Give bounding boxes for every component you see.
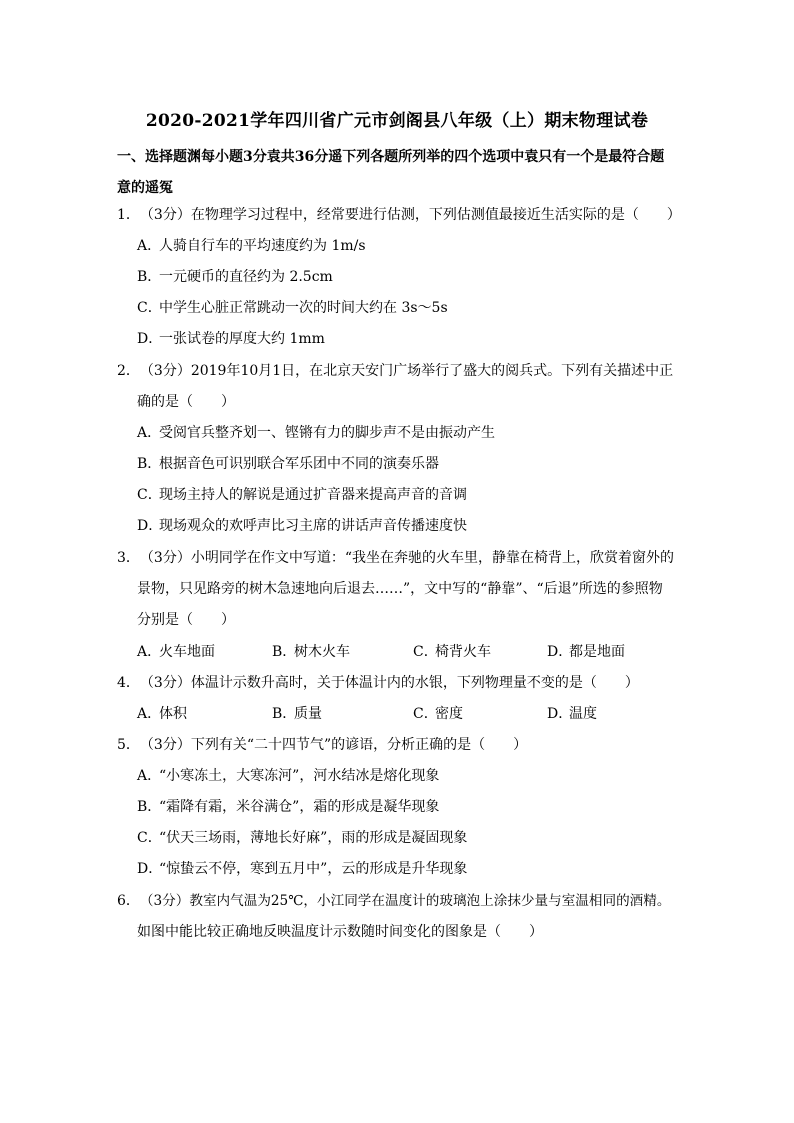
- option-1a: [137, 231, 366, 262]
- question-stem: [117, 200, 717, 231]
- option-letter: D．: [137, 518, 163, 534]
- option-2a: [137, 418, 495, 449]
- option-1d: [137, 324, 325, 355]
- question-number: 5．: [117, 737, 140, 753]
- question-stem-line: 确的是（ ）: [137, 394, 235, 410]
- question-stem: [117, 886, 697, 917]
- option-letter: C．: [137, 487, 162, 503]
- question-stem-line: （3分）2019年10月1日，在北京天安门广场举行了盛大的阅兵式。下列有关描述中正: [139, 363, 674, 379]
- option-letter: A．: [137, 425, 162, 441]
- option-text: 根据音色可识别联合军乐团中不同的演奏乐器: [159, 456, 439, 472]
- option-letter: B．: [272, 644, 297, 660]
- question-stem-line: （3分）下列有关“二十四节气”的谚语，分析正确的是（ ）: [139, 737, 528, 753]
- option-text: 质量: [294, 706, 322, 722]
- option-text: “霜降有霜，米谷满仓”，霜的形成是凝华现象: [159, 799, 440, 815]
- question-number: 1．: [117, 207, 140, 223]
- option-text: 温度: [569, 706, 597, 722]
- option-1b: [137, 262, 333, 293]
- option-letter: A．: [137, 706, 162, 722]
- question-stem: [117, 356, 717, 387]
- option-letter: C．: [413, 644, 438, 660]
- option-text: 火车地面: [159, 644, 215, 660]
- option-letter: B．: [137, 799, 162, 815]
- option-letter: B．: [137, 269, 162, 285]
- option-4c: [413, 699, 463, 730]
- option-letter: D．: [137, 331, 163, 347]
- option-5b: [137, 792, 439, 823]
- option-text: 都是地面: [569, 644, 625, 660]
- question-5: [117, 730, 717, 761]
- option-text: 密度: [435, 706, 463, 722]
- option-letter: B．: [272, 706, 297, 722]
- question-stem: [117, 730, 717, 761]
- page-title: 2020-2021学年四川省广元市剑阁县八年级（上）期末物理试卷: [145, 111, 649, 131]
- option-3c: [413, 637, 491, 668]
- option-2c: [137, 480, 467, 511]
- option-text: 体积: [159, 706, 187, 722]
- option-letter: A．: [137, 238, 162, 254]
- option-letter: A．: [137, 768, 162, 784]
- option-text: 一张试卷的厚度大约 1mm: [159, 331, 325, 347]
- option-text: 中学生心脏正常跳动一次的时间大约在 3s～5s: [159, 300, 448, 316]
- question-stem-line: 如图中能比较正确地反映温度计示数随时间变化的图象是（ ）: [137, 924, 543, 940]
- question-stem-line: （3分）教室内气温为25℃，小江同学在温度计的玻璃泡上涂抹少量与室温相同的酒精。: [139, 893, 671, 909]
- option-letter: C．: [137, 830, 162, 846]
- option-text: 椅背火车: [435, 644, 491, 660]
- question-stem-line: 分别是（ ）: [137, 612, 235, 628]
- option-text: 树木火车: [294, 644, 350, 660]
- question-1: [117, 200, 717, 231]
- option-5c: [137, 823, 467, 854]
- option-text: 一元硬币的直径约为 2.5cm: [159, 269, 333, 285]
- question-number: 2．: [117, 363, 140, 379]
- option-2b: [137, 449, 439, 480]
- option-text: 受阅官兵整齐划一、铿锵有力的脚步声不是由振动产生: [159, 425, 495, 441]
- option-text: 现场观众的欢呼声比习主席的讲话声音传播速度快: [159, 518, 467, 534]
- option-text: “小寒冻土，大寒冻河”，河水结冰是熔化现象: [159, 768, 440, 784]
- section-heading: [117, 142, 707, 204]
- option-5d: [137, 854, 467, 885]
- question-stem: [117, 543, 717, 574]
- option-letter: D．: [137, 861, 163, 877]
- question-stem-line: （3分）体温计示数升高时，关于体温计内的水银，下列物理量不变的是（ ）: [139, 675, 639, 691]
- option-text: “伏天三场雨，薄地长好麻”，雨的形成是凝固现象: [159, 830, 468, 846]
- option-letter: B．: [137, 456, 162, 472]
- option-5a: [137, 761, 439, 792]
- option-letter: A．: [137, 644, 162, 660]
- section-heading-line-2: 意的遥冤: [117, 180, 173, 196]
- option-2d: [137, 511, 467, 542]
- section-heading-line-1: 一、选择题渊每小题3分袁共36分遥下列各题所列举的四个选项中袁只有一个是最符合题: [117, 149, 665, 165]
- question-stem-line: （3分）小明同学在作文中写道：“我坐在奔驰的火车里，静靠在椅背上，欣赏着窗外的: [139, 550, 674, 566]
- option-text: 现场主持人的解说是通过扩音器来提高声音的音调: [159, 487, 467, 503]
- option-1c: [137, 293, 448, 324]
- option-3a: [137, 637, 215, 668]
- option-3b: [272, 637, 350, 668]
- question-3: [117, 543, 717, 636]
- question-stem: [117, 668, 717, 699]
- option-text: 人骑自行车的平均速度约为 1m/s: [159, 238, 366, 254]
- question-number: 4．: [117, 675, 140, 691]
- question-6: [117, 886, 697, 948]
- option-3d: [547, 637, 625, 668]
- question-number: 6．: [117, 893, 140, 909]
- question-2: [117, 356, 717, 418]
- option-4a: [137, 699, 187, 730]
- option-4b: [272, 699, 322, 730]
- option-letter: C．: [413, 706, 438, 722]
- option-letter: D．: [547, 644, 573, 660]
- option-4d: [547, 699, 597, 730]
- option-letter: D．: [547, 706, 573, 722]
- question-number: 3．: [117, 550, 140, 566]
- question-stem-line: （3分）在物理学习过程中，经常要进行估测，下列估测值最接近生活实际的是（ ）: [139, 207, 681, 223]
- option-letter: C．: [137, 300, 162, 316]
- question-stem-line: 景物，只见路旁的树木急速地向后退去……”，文中写的“静靠”、“后退”所选的参照物: [137, 581, 663, 597]
- option-text: “惊蛰云不停，寒到五月中”，云的形成是升华现象: [159, 861, 468, 877]
- question-4: [117, 668, 717, 699]
